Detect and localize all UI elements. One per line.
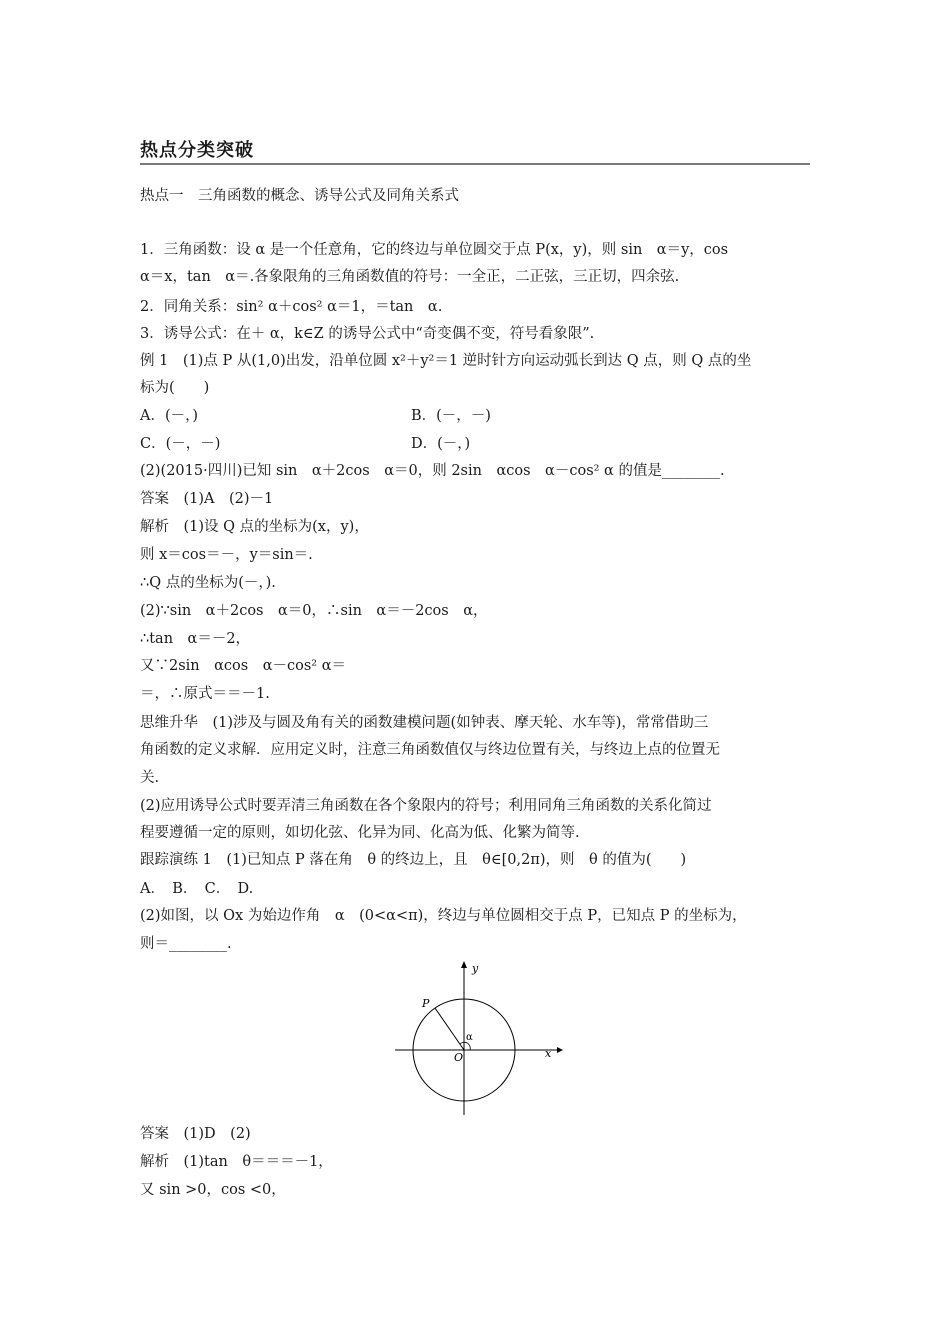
point-p-label: P [422,997,430,1010]
y-label: y [472,962,479,975]
text-line: 思维升华 (1)涉及与圆及角有关的函数建模问题(如钟表、摩天轮、水车等)，常常借助三 [140,715,709,731]
text-line: (2)如图，以 Ox 为始边作角 α (0<α<π)，终边与单位圆相交于点 P，已知点 P 的坐标为， [140,908,747,924]
option-b: B．(－，－) [411,408,491,424]
text-line: 则＝________. [140,936,232,952]
origin-label: O [454,1051,464,1064]
text-line: 1．三角函数：设 α 是一个任意角，它的终边与单位圆交于点 P(x，y)，则 sin α＝y，cos [140,242,729,258]
text-line: 程要遵循一定的原则，如切化弦、化异为同、化高为低、化繁为简等. [140,825,580,841]
header-title: 热点分类突破 [140,140,254,161]
x-label: x [545,1047,552,1060]
section-title: 热点一 三角函数的概念、诱导公式及同角关系式 [140,188,459,204]
y-axis-arrow [461,961,467,968]
unit-circle-figure [395,960,565,1120]
option-c: C．(－，－) [140,436,221,452]
text-line: 例 1 (1)点 P 从(1,0)出发，沿单位圆 x²＋y²＝1 逆时针方向运动弧长到达 Q 点，则 Q 点的坐 [140,353,752,369]
text-line: 3．诱导公式：在＋ α，k∈Z 的诱导公式中“奇变偶不变，符号看象限”. [140,326,595,342]
solution-line: 解析 (1)设 Q 点的坐标为(x，y)， [140,519,369,535]
answer-line: 答案 (1)A (2)－1 [140,491,274,507]
text-line: 关. [140,770,160,786]
x-axis-arrow [557,1047,563,1053]
solution-line: ＝，∴原式＝＝－1. [140,686,270,702]
option-d: D．(－，) [411,436,471,452]
text-line: 跟踪演练 1 (1)已知点 P 落在角 θ 的终边上，且 θ∈[0,2π)，则 θ 的值为( ) [140,852,687,868]
solution-line: (2)∵sin α＋2cos α＝0，∴sin α＝－2cos α， [140,603,488,619]
solution-line: 又 sin >0，cos <0， [140,1182,286,1198]
text-line: 标为( ) [140,380,210,396]
text-line: α＝x，tan α＝.各象限角的三角函数值的符号：一全正，二正弦，三正切，四余弦. [140,269,680,285]
terminal-side [435,1008,464,1050]
solution-line: 又∵2sin αcos α－cos² α＝ [140,658,347,674]
text-line: A． B． C． D. [140,881,254,897]
solution-line: 则 x＝cos＝－，y＝sin＝. [140,547,313,563]
answer-line: 答案 (1)D (2) [140,1126,251,1142]
option-a-text: A．(－，) [140,408,199,424]
section-header [140,133,810,165]
text-line: 角函数的定义求解．应用定义时，注意三角函数值仅与终边位置有关，与终边上点的位置无 [140,742,720,758]
text-line: (2)应用诱导公式时要弄清三角函数在各个象限内的符号；利用同角三角函数的关系化简过 [140,798,712,814]
alpha-label: α [466,1032,473,1043]
solution-line: ∴tan α＝－2， [140,631,251,647]
option-a [140,406,198,426]
solution-line: 解析 (1)tan θ＝＝＝－1， [140,1154,333,1170]
solution-line: ∴Q 点的坐标为(－，). [140,575,276,591]
text-line: 2．同角关系：sin² α＋cos² α＝1，＝tan α. [140,299,443,315]
text-line: (2)(2015·四川)已知 sin α＋2cos α＝0，则 2sin αcos α－cos² α 的值是________. [140,463,725,479]
